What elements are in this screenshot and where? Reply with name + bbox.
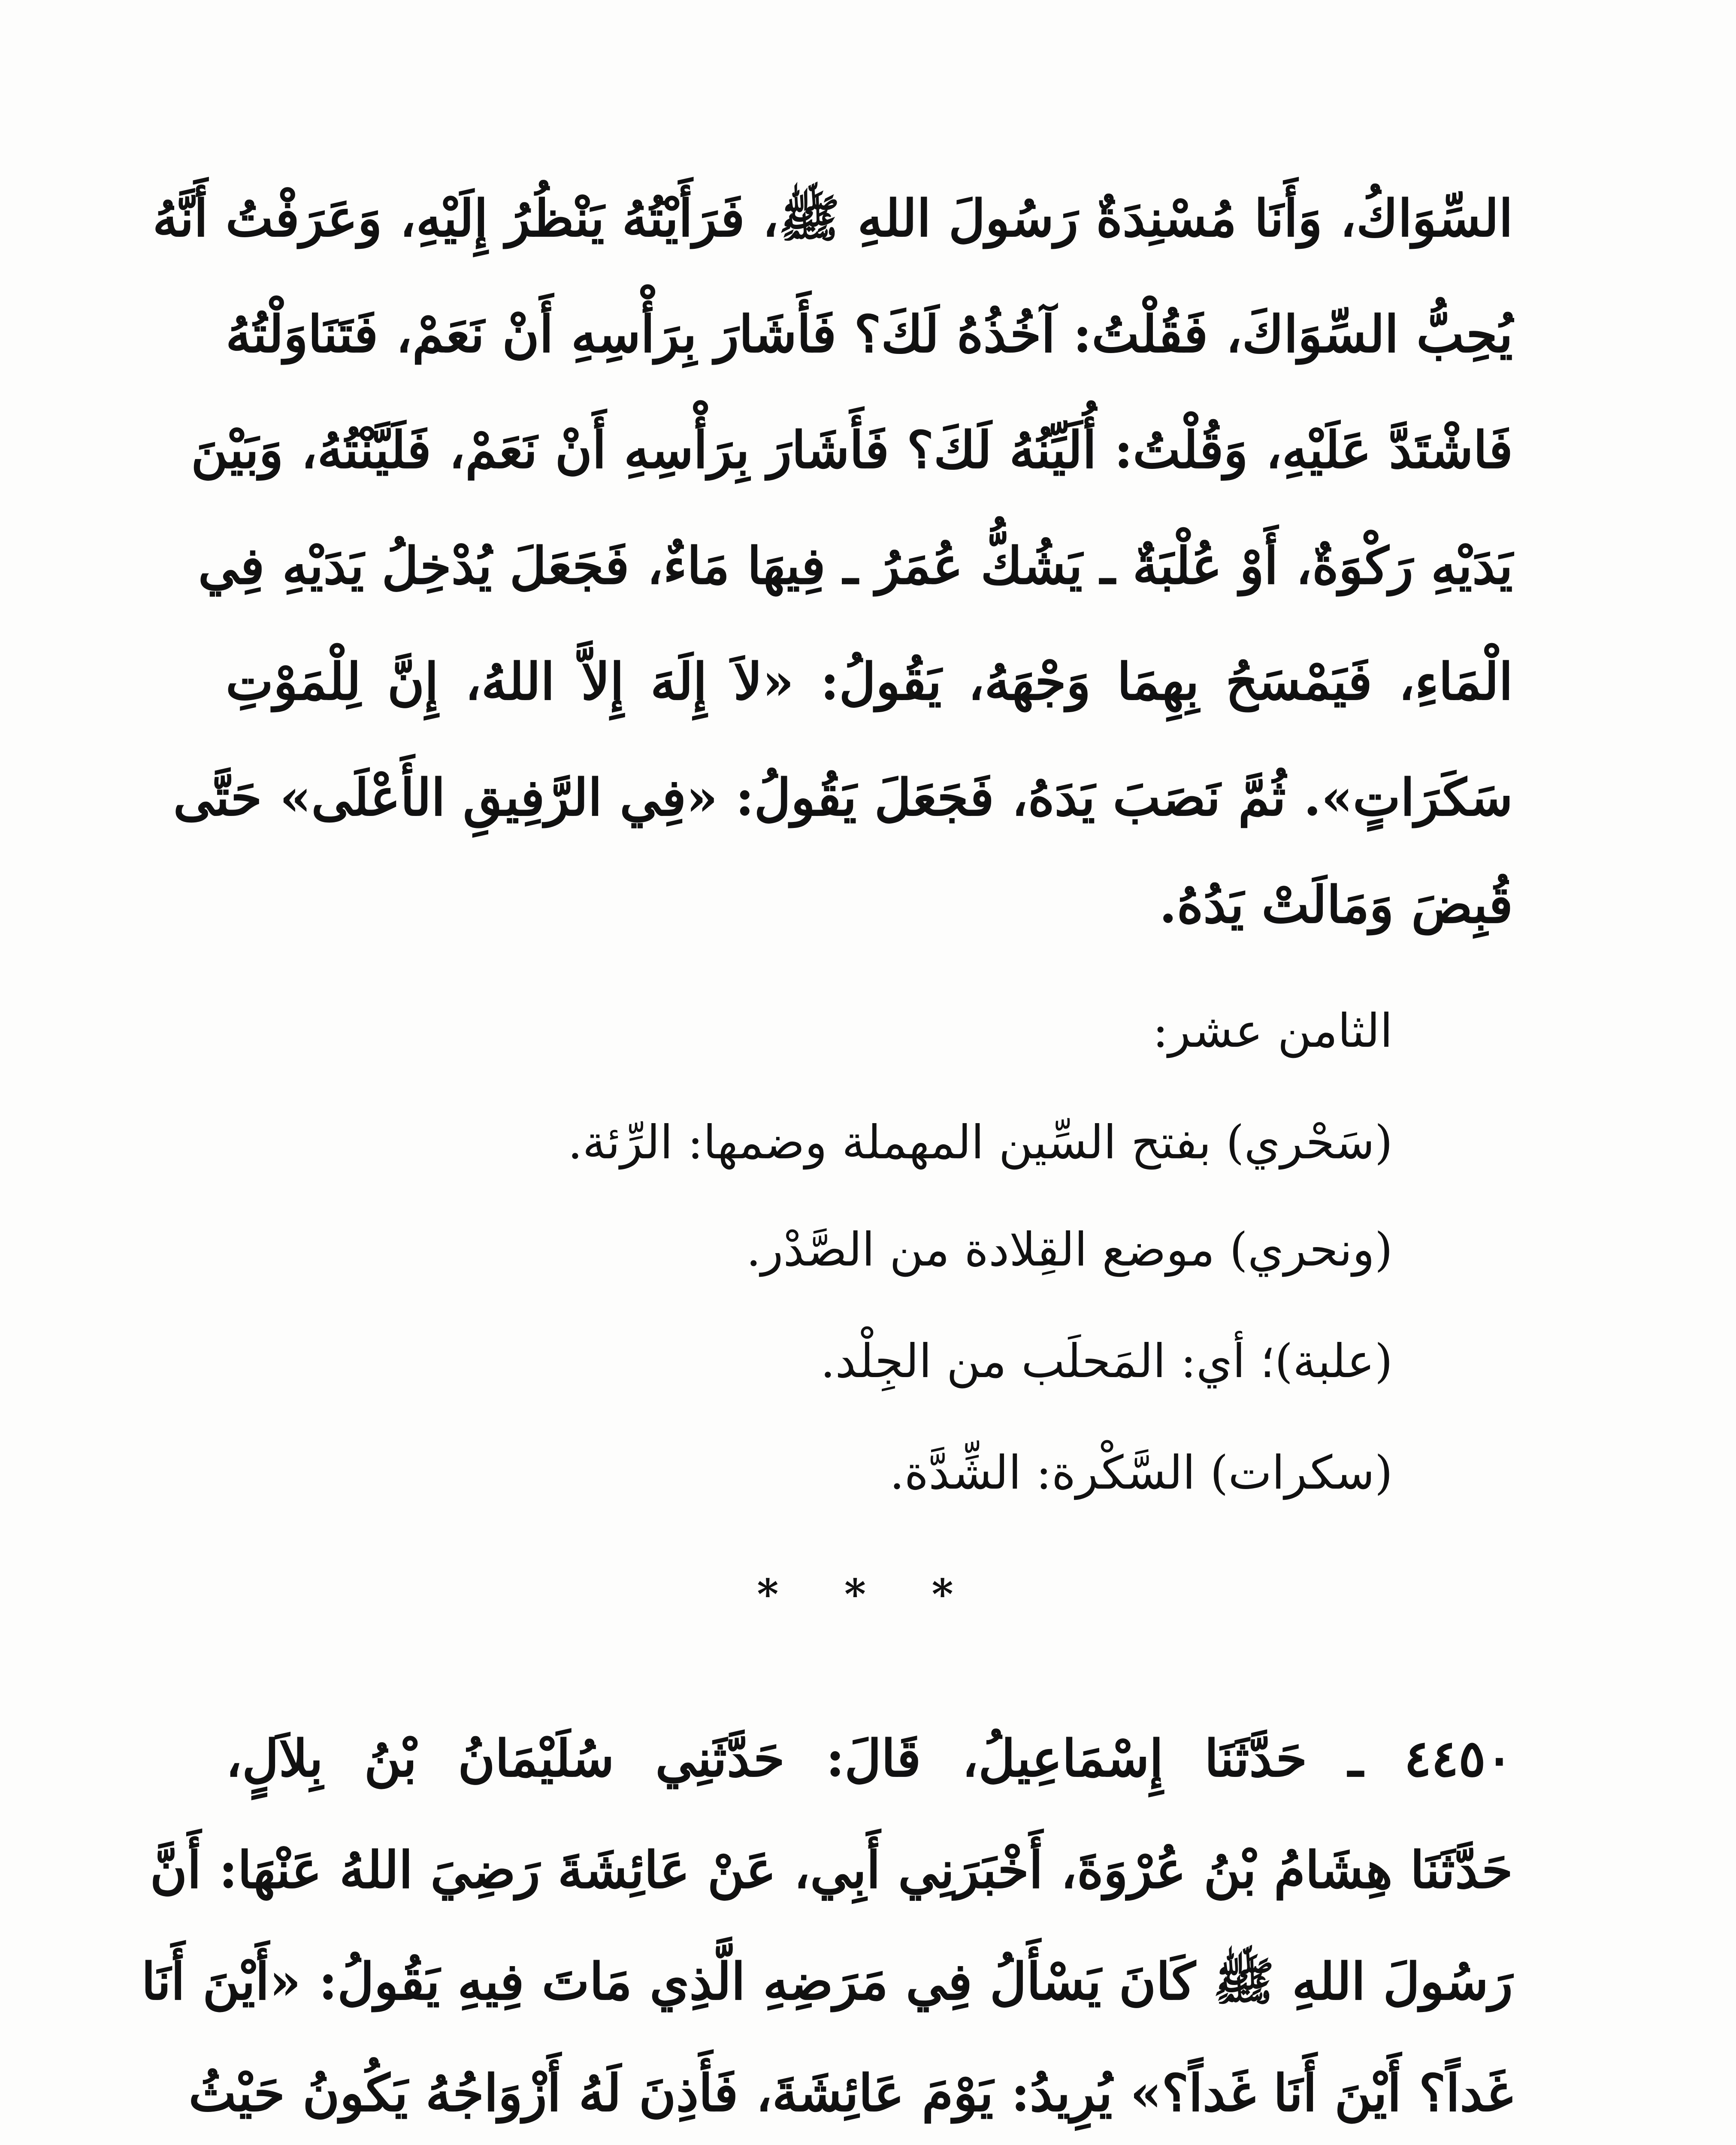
text-line: ٤٤٥٠ ـ حَدَّثَنَا إِسْمَاعِيلُ، قَالَ: حَدَّثَنِي سُلَيْمَانُ بْنُ بِلاَلٍ،: [226, 1728, 1513, 1788]
note-item: (علبة)؛ أي: المَحلَب من الجِلْد.: [820, 1335, 1393, 1388]
text-line: يُحِبُّ السِّوَاكَ، فَقُلْتُ: آخُذُهُ لَكَ؟ فَأَشَارَ بِرَأْسِهِ أَنْ نَعَمْ، فَتَنَاوَلْتُهُ: [226, 304, 1513, 364]
text-line: غَداً؟ أَيْنَ أَنَا غَداً؟» يُرِيدُ: يَوْمَ عَائِشَةَ، فَأَذِنَ لَهُ أَزْوَاجُهُ يَكُونُ حَيْثُ: [188, 2063, 1513, 2123]
note-item: (ونحري) موضع القِلادة من الصَّدْر.: [746, 1223, 1393, 1277]
note-item: (سكرات) السَّكْرة: الشِّدَّة.: [889, 1446, 1393, 1500]
text-line: فَاشْتَدَّ عَلَيْهِ، وَقُلْتُ: أُلَيِّنُهُ لَكَ؟ فَأَشَارَ بِرَأْسِهِ أَنْ نَعَمْ، فَلَيَّنْتُهُ، وَبَيْنَ: [191, 420, 1513, 480]
notes-heading: الثامن عشر:: [1152, 1004, 1393, 1058]
section-separator: * * *: [757, 1570, 979, 1619]
text-line: الْمَاءِ، فَيَمْسَحُ بِهِمَا وَجْهَهُ، يَقُولُ: «لاَ إِلَهَ إِلاَّ اللهُ، إِنَّ لِلْمَوْتِ: [226, 652, 1513, 711]
text-line: السِّوَاكُ، وَأَنَا مُسْنِدَةٌ رَسُولَ اللهِ ﷺ، فَرَأَيْتُهُ يَنْظُرُ إِلَيْهِ، وَعَرَفْتُ أَنَّهُ: [152, 188, 1513, 248]
text-line: رَسُولَ اللهِ ﷺ كَانَ يَسْأَلُ فِي مَرَضِهِ الَّذِي مَاتَ فِيهِ يَقُولُ: «أَيْنَ أَنَا: [141, 1952, 1513, 2011]
text-line: يَدَيْهِ رَكْوَةٌ، أَوْ عُلْبَةٌ ـ يَشُكُّ عُمَرُ ـ فِيهَا مَاءٌ، فَجَعَلَ يُدْخِلُ يَدَيْهِ فِي: [198, 536, 1513, 595]
text-line: حَدَّثَنَا هِشَامُ بْنُ عُرْوَةَ، أَخْبَرَنِي أَبِي، عَنْ عَائِشَةَ رَضِيَ اللهُ عَنْهَا: أَنَّ: [150, 1840, 1513, 1900]
text-line: قُبِضَ وَمَالَتْ يَدُهُ.: [1159, 875, 1513, 934]
text-line: سَكَرَاتٍ». ثُمَّ نَصَبَ يَدَهُ، فَجَعَلَ يَقُولُ: «فِي الرَّفِيقِ الأَعْلَى» حَتَّى: [173, 767, 1513, 827]
note-item: (سَحْري) بفتح السِّين المهملة وضمها: الرِّئة.: [568, 1116, 1393, 1169]
